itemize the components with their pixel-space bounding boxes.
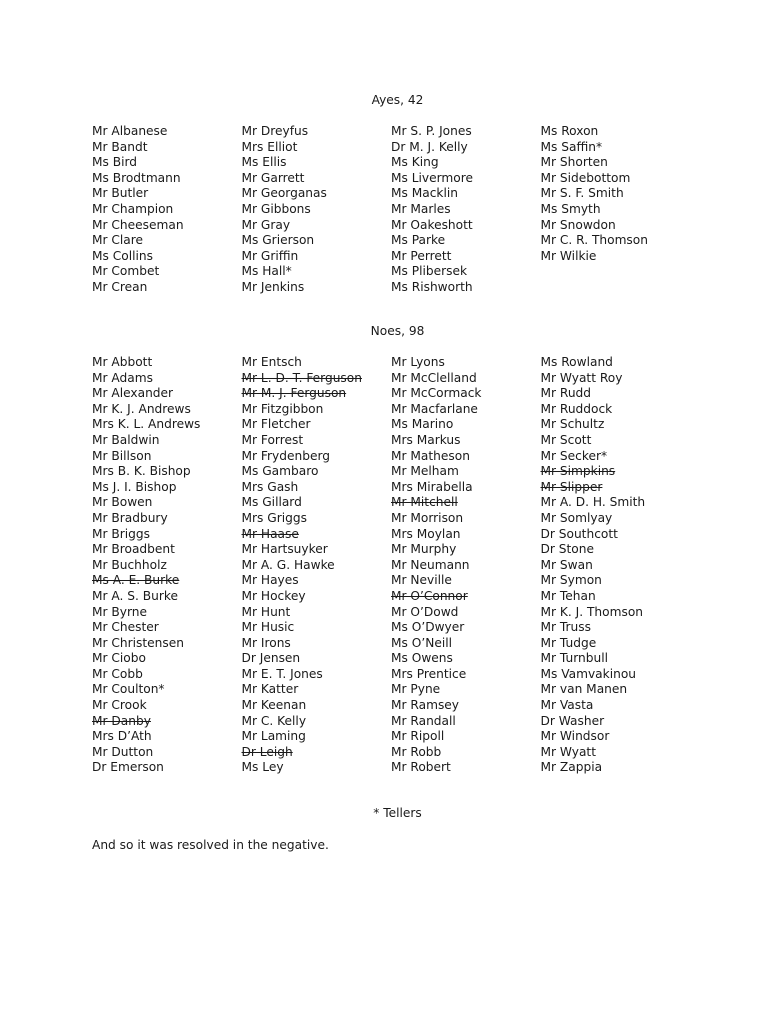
member-name: Mr van Manen bbox=[540, 682, 628, 697]
member-name: Ms Gambaro bbox=[241, 464, 319, 479]
member-name: Mr S. F. Smith bbox=[540, 186, 624, 201]
member-name: Mr Tehan bbox=[540, 588, 596, 603]
member-name: Ms Hall* bbox=[241, 264, 292, 279]
member-name: Mr Butler bbox=[92, 186, 149, 201]
resolution-statement: And so it was resolved in the negative. bbox=[92, 838, 329, 852]
noes-list bbox=[92, 355, 690, 776]
member-name: Mr Fitzgibbon bbox=[241, 401, 324, 416]
member-name: Mr Champion bbox=[92, 201, 174, 216]
member-name: Ms Rishworth bbox=[391, 279, 473, 294]
member-name-struck: Mr O’Connor bbox=[391, 588, 468, 603]
member-name: Mr Cheeseman bbox=[92, 217, 184, 232]
member-name-struck: Mr Haase bbox=[241, 526, 299, 541]
ayes-column bbox=[92, 124, 242, 296]
member-name: Mr Irons bbox=[241, 635, 291, 650]
member-name: Mr Rudd bbox=[540, 386, 592, 401]
member-name: Mrs Elliot bbox=[241, 139, 298, 154]
member-name: Mr Macfarlane bbox=[391, 401, 478, 416]
member-name-struck: Ms A. E. Burke bbox=[92, 573, 180, 588]
member-name: Mr Bradbury bbox=[92, 510, 168, 525]
member-name: Mr Fletcher bbox=[241, 417, 311, 432]
member-name-struck: Dr Leigh bbox=[241, 744, 293, 759]
member-name: Mr Crean bbox=[92, 279, 148, 294]
member-name: Ms Plibersek bbox=[391, 264, 468, 279]
member-name: Mrs Mirabella bbox=[391, 479, 473, 494]
member-name: Mr O’Dowd bbox=[391, 604, 459, 619]
member-name: Mr Symon bbox=[540, 573, 602, 588]
member-name: Mr Broadbent bbox=[92, 542, 175, 557]
member-name: Mr Hockey bbox=[241, 588, 306, 603]
member-name: Mr Ramsey bbox=[391, 698, 460, 713]
member-name: Mr Husic bbox=[241, 620, 295, 635]
member-name: Dr Jensen bbox=[241, 651, 301, 666]
member-name: Mr C. Kelly bbox=[241, 713, 307, 728]
member-name: Mr Abbott bbox=[92, 355, 153, 369]
member-name: Mr Wyatt Roy bbox=[540, 370, 623, 385]
member-name: Ms Ellis bbox=[241, 155, 287, 170]
member-name: Mrs Prentice bbox=[391, 666, 467, 681]
member-name: Mrs B. K. Bishop bbox=[92, 464, 191, 479]
member-name: Mr Albanese bbox=[92, 124, 168, 138]
member-name: Mr K. J. Andrews bbox=[92, 401, 191, 416]
member-name: Ms Ley bbox=[241, 760, 284, 775]
member-name: Ms King bbox=[391, 155, 439, 170]
member-name: Mr Dutton bbox=[92, 744, 154, 759]
member-name: Mr McClelland bbox=[391, 370, 477, 385]
member-name: Mr Vasta bbox=[540, 698, 594, 713]
member-name: Mr K. J. Thomson bbox=[540, 604, 644, 619]
member-name: Mr A. S. Burke bbox=[92, 588, 178, 603]
member-name: Mr Christensen bbox=[92, 635, 184, 650]
ayes-column bbox=[391, 124, 541, 296]
member-name: Dr Emerson bbox=[92, 760, 164, 775]
member-name: Mr Marles bbox=[391, 201, 451, 216]
member-name: Ms J. I. Bishop bbox=[92, 479, 177, 494]
member-name: Ms Bird bbox=[92, 155, 138, 170]
member-name: Mr C. R. Thomson bbox=[540, 233, 648, 248]
member-name: Mr Buchholz bbox=[92, 557, 167, 572]
member-name: Mr A. D. H. Smith bbox=[540, 495, 646, 510]
member-name: Ms Saffin* bbox=[540, 139, 603, 154]
member-name: Ms Vamvakinou bbox=[540, 666, 636, 681]
member-name: Mr Murphy bbox=[391, 542, 457, 557]
member-name: Mr Briggs bbox=[92, 526, 150, 541]
member-name: Mr E. T. Jones bbox=[241, 666, 323, 681]
member-name: Mr Wilkie bbox=[540, 248, 597, 263]
member-name: Ms Grierson bbox=[241, 233, 315, 248]
member-name: Mr Entsch bbox=[241, 355, 302, 369]
member-name: Mr Scott bbox=[540, 432, 592, 447]
member-name: Mr Hartsuyker bbox=[241, 542, 328, 557]
member-name: Mr Bowen bbox=[92, 495, 153, 510]
member-name: Mrs Griggs bbox=[241, 510, 307, 525]
member-name: Mr Schultz bbox=[540, 417, 605, 432]
member-name: Mrs Gash bbox=[241, 479, 299, 494]
member-name: Ms Parke bbox=[391, 233, 446, 248]
member-name: Mr Adams bbox=[92, 370, 153, 385]
member-name: Mr S. P. Jones bbox=[391, 124, 472, 138]
member-name: Mr Gibbons bbox=[241, 201, 311, 216]
member-name: Mr Wyatt bbox=[540, 744, 596, 759]
member-name: Mr Jenkins bbox=[241, 279, 305, 294]
ayes-list bbox=[92, 124, 690, 296]
member-name: Mr Sidebottom bbox=[540, 170, 631, 185]
member-name: Mr Billson bbox=[92, 448, 152, 463]
member-name: Mr Ripoll bbox=[391, 729, 445, 744]
member-name: Mr Hunt bbox=[241, 604, 291, 619]
member-name: Mrs D’Ath bbox=[92, 729, 152, 744]
member-name: Ms Brodtmann bbox=[92, 170, 181, 185]
member-name: Mr Morrison bbox=[391, 510, 464, 525]
member-name: Mr Alexander bbox=[92, 386, 174, 401]
member-name: Mr Cobb bbox=[92, 666, 143, 681]
member-name: Mr Ruddock bbox=[540, 401, 613, 416]
member-name: Mr Robb bbox=[391, 744, 442, 759]
member-name: Ms Gillard bbox=[241, 495, 302, 510]
tellers-footnote: * Tellers bbox=[373, 806, 422, 820]
ayes-column bbox=[541, 124, 691, 296]
noes-column bbox=[541, 355, 691, 776]
member-name: Mr Perrett bbox=[391, 248, 452, 263]
member-name: Mr Neumann bbox=[391, 557, 470, 572]
member-name: Mr Pyne bbox=[391, 682, 441, 697]
member-name: Ms Livermore bbox=[391, 170, 473, 185]
member-name: Mr Truss bbox=[540, 620, 591, 635]
member-name: Mr Clare bbox=[92, 233, 144, 248]
member-name: Mr Gray bbox=[241, 217, 291, 232]
member-name: Mrs Moylan bbox=[391, 526, 461, 541]
member-name: Mr Keenan bbox=[241, 698, 307, 713]
member-name: Ms Marino bbox=[391, 417, 454, 432]
member-name: Mr Bandt bbox=[92, 139, 148, 154]
member-name: Mr Laming bbox=[241, 729, 306, 744]
member-name: Mr Matheson bbox=[391, 448, 470, 463]
noes-heading: Noes, 98 bbox=[370, 324, 425, 338]
noes-column bbox=[391, 355, 541, 776]
member-name: Ms O’Dwyer bbox=[391, 620, 465, 635]
member-name: Mr Dreyfus bbox=[241, 124, 309, 138]
member-name: Mr Frydenberg bbox=[241, 448, 330, 463]
member-name: Mr Shorten bbox=[540, 155, 608, 170]
noes-column bbox=[92, 355, 242, 776]
member-name-struck: Mr Danby bbox=[92, 713, 151, 728]
ayes-heading: Ayes, 42 bbox=[371, 93, 424, 107]
member-name: Ms Macklin bbox=[391, 186, 458, 201]
member-name-struck: Mr M. J. Ferguson bbox=[241, 386, 347, 401]
member-name: Mr Swan bbox=[540, 557, 593, 572]
member-name: Mr Secker* bbox=[540, 448, 608, 463]
member-name: Mr Melham bbox=[391, 464, 459, 479]
member-name: Mr Georganas bbox=[241, 186, 327, 201]
member-name: Mr Somlyay bbox=[540, 510, 613, 525]
member-name-struck: Mr Mitchell bbox=[391, 495, 458, 510]
member-name: Mr Garrett bbox=[241, 170, 305, 185]
member-name: Mr Forrest bbox=[241, 432, 304, 447]
member-name: Dr Stone bbox=[540, 542, 594, 557]
member-name: Mr Katter bbox=[241, 682, 299, 697]
member-name: Ms Collins bbox=[92, 248, 153, 263]
member-name: Mr McCormack bbox=[391, 386, 482, 401]
member-name: Mr Snowdon bbox=[540, 217, 616, 232]
member-name: Mr Baldwin bbox=[92, 432, 160, 447]
member-name: Mr Lyons bbox=[391, 355, 445, 369]
member-name: Dr M. J. Kelly bbox=[391, 139, 468, 154]
member-name: Mr Tudge bbox=[540, 635, 597, 650]
member-name-struck: Mr L. D. T. Ferguson bbox=[241, 370, 362, 385]
member-name: Mrs Markus bbox=[391, 432, 461, 447]
member-name: Mr Griffin bbox=[241, 248, 299, 263]
member-name: Ms Owens bbox=[391, 651, 453, 666]
ayes-column bbox=[242, 124, 392, 296]
member-name: Mr Ciobo bbox=[92, 651, 146, 666]
noes-column bbox=[242, 355, 392, 776]
member-name-struck: Mr Slipper bbox=[540, 479, 603, 494]
member-name: Mr Hayes bbox=[241, 573, 299, 588]
member-name: Mr Byrne bbox=[92, 604, 147, 619]
member-name: Mr Neville bbox=[391, 573, 452, 588]
member-name: Mr Chester bbox=[92, 620, 159, 635]
member-name: Ms O’Neill bbox=[391, 635, 452, 650]
member-name: Mr Combet bbox=[92, 264, 160, 279]
member-name: Mr Zappia bbox=[540, 760, 603, 775]
member-name-struck: Mr Simpkins bbox=[540, 464, 616, 479]
member-name: Ms Smyth bbox=[540, 201, 601, 216]
member-name: Dr Southcott bbox=[540, 526, 618, 541]
member-name: Mr Randall bbox=[391, 713, 456, 728]
member-name: Mr Robert bbox=[391, 760, 451, 775]
member-name: Ms Rowland bbox=[540, 355, 613, 369]
member-name: Mrs K. L. Andrews bbox=[92, 417, 201, 432]
member-name: Mr Coulton* bbox=[92, 682, 165, 697]
member-name: Mr Oakeshott bbox=[391, 217, 473, 232]
member-name: Dr Washer bbox=[540, 713, 605, 728]
member-name: Ms Roxon bbox=[540, 124, 599, 138]
member-name: Mr A. G. Hawke bbox=[241, 557, 335, 572]
member-name: Mr Windsor bbox=[540, 729, 610, 744]
member-name: Mr Crook bbox=[92, 698, 147, 713]
member-name: Mr Turnbull bbox=[540, 651, 608, 666]
